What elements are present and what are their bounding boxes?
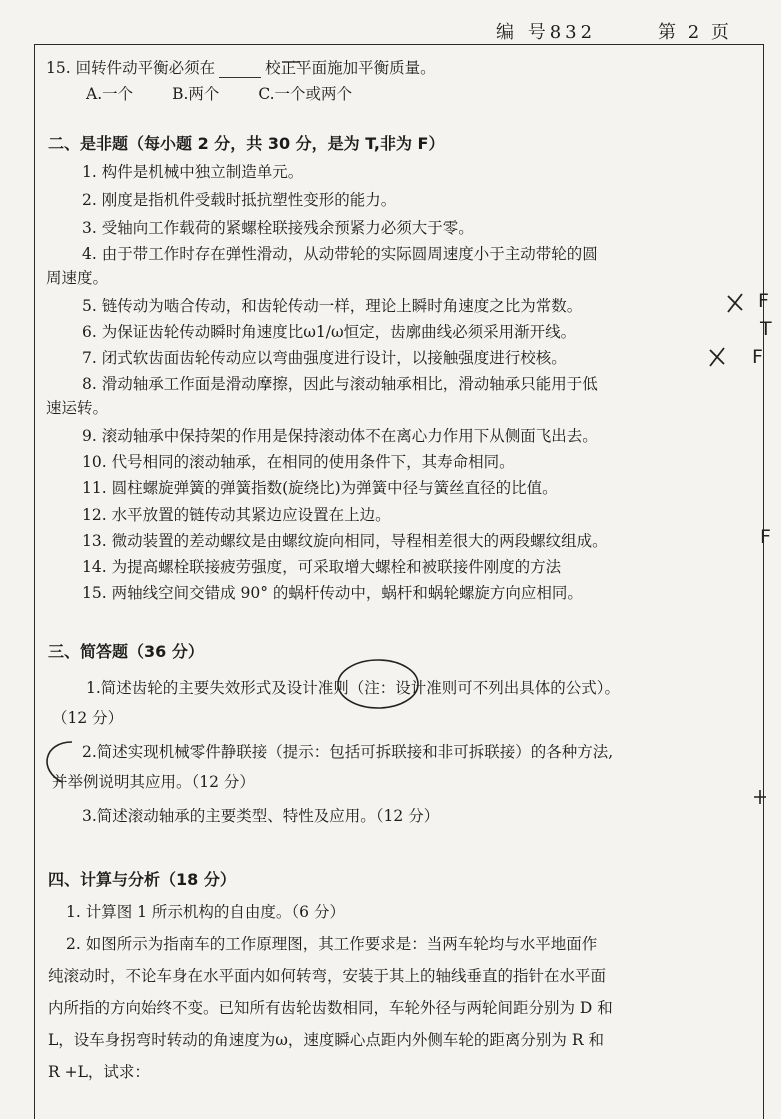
- option-a: A.一个: [86, 85, 134, 103]
- option-b: B.两个: [172, 85, 220, 103]
- handwritten-mark: F: [758, 290, 769, 312]
- tf-item: 12. 水平放置的链传动其紧边应设置在上边。: [82, 506, 391, 524]
- tf-item: 3. 受轴向工作载荷的紧螺栓联接残余预紧力必须大于零。: [82, 219, 474, 237]
- option-c: C.一个或两个: [258, 85, 353, 103]
- page-header: [0, 14, 781, 44]
- tf-item: 2. 刚度是指机件受载时抵抗塑性变形的能力。: [82, 191, 397, 209]
- tf-item: 11. 圆柱螺旋弹簧的弹簧指数(旋绕比)为弹簧中径与簧丝直径的比值。: [82, 479, 558, 497]
- tf-item: 13. 微动装置的差动螺纹是由螺纹旋向相同，导程相差很大的两段螺纹组成。: [82, 532, 608, 550]
- answer-blank: [219, 63, 261, 78]
- q15-text-a: 15. 回转件动平衡必须在: [46, 59, 216, 77]
- tf-item: 4. 由于带工作时存在弹性滑动，从动带轮的实际圆周速度小于主动带轮的圆: [82, 245, 598, 263]
- exam-code: 编 号832: [496, 22, 597, 43]
- q15-options: [86, 84, 386, 104]
- short-answer-2: 2.简述实现机械零件静联接（提示：包括可拆联接和非可拆联接）的各种方法,: [82, 743, 614, 761]
- question-15: [46, 58, 436, 78]
- tf-item: 8. 滑动轴承工作面是滑动摩擦，因此与滚动轴承相比，滑动轴承只能用于低: [82, 375, 598, 393]
- handwritten-mark: F: [760, 526, 771, 548]
- section-2-title: 二、是非题（每小题 2 分，共 30 分，是为 T,非为 F）: [48, 134, 445, 153]
- tf-item: 14. 为提高螺栓联接疲劳强度，可采取增大螺栓和被联接件刚度的方法: [82, 558, 562, 576]
- handwritten-mark: F: [752, 346, 763, 368]
- calc-2-cont: 内所指的方向始终不变。已知所有齿轮齿数相同，车轮外径与两轮间距分别为 D 和: [48, 999, 613, 1017]
- tf-item: 6. 为保证齿轮传动瞬时角速度比ω1/ω恒定，齿廓曲线必须采用渐开线。: [82, 323, 577, 341]
- tf-item: 7. 闭式软齿面齿轮传动应以弯曲强度进行设计，以接触强度进行校核。: [82, 349, 567, 367]
- handwritten-mark: T: [760, 318, 772, 340]
- short-answer-1: 1.简述齿轮的主要失效形式及设计准则（注：设计准则可不列出具体的公式）。: [86, 679, 621, 697]
- page-number: 第 2 页: [658, 22, 732, 43]
- tf-item: 10. 代号相同的滚动轴承，在相同的使用条件下，其寿命相同。: [82, 453, 515, 471]
- short-answer-2-cont: 并举例说明其应用。（12 分）: [52, 773, 255, 791]
- tf-item: 5. 链传动为啮合传动，和齿轮传动一样，理论上瞬时角速度之比为常数。: [82, 297, 583, 315]
- tf-item: 1. 构件是机械中独立制造单元。: [82, 163, 304, 181]
- calc-1: 1. 计算图 1 所示机构的自由度。（6 分）: [66, 903, 345, 921]
- q15-text-b: 校正平面施加平衡质量。: [265, 59, 436, 77]
- calc-2-cont: R +L，试求：: [48, 1063, 150, 1081]
- tf-item-cont: 周速度。: [46, 269, 109, 287]
- section-3-title: 三、简答题（36 分）: [48, 642, 204, 661]
- calc-2-cont: 纯滚动时，不论车身在水平面内如何转弯，安装于其上的轴线垂直的指针在水平面: [48, 967, 607, 985]
- calc-2: 2. 如图所示为指南车的工作原理图，其工作要求是：当两车轮均与水平地面作: [66, 935, 598, 953]
- tf-item-cont: 速运转。: [46, 399, 109, 417]
- tf-item: 9. 滚动轴承中保持架的作用是保持滚动体不在离心力作用下从侧面飞出去。: [82, 427, 598, 445]
- section-4-title: 四、计算与分析（18 分）: [48, 870, 236, 889]
- short-answer-1-score: （12 分）: [52, 709, 124, 727]
- calc-2-cont: L，设车身拐弯时转动的角速度为ω，速度瞬心点距内外侧车轮的距离分别为 R 和: [48, 1031, 604, 1049]
- short-answer-3: 3.简述滚动轴承的主要类型、特性及应用。（12 分）: [82, 807, 440, 825]
- tf-item: 15. 两轴线空间交错成 90° 的蜗杆传动中，蜗杆和蜗轮螺旋方向应相同。: [82, 584, 583, 602]
